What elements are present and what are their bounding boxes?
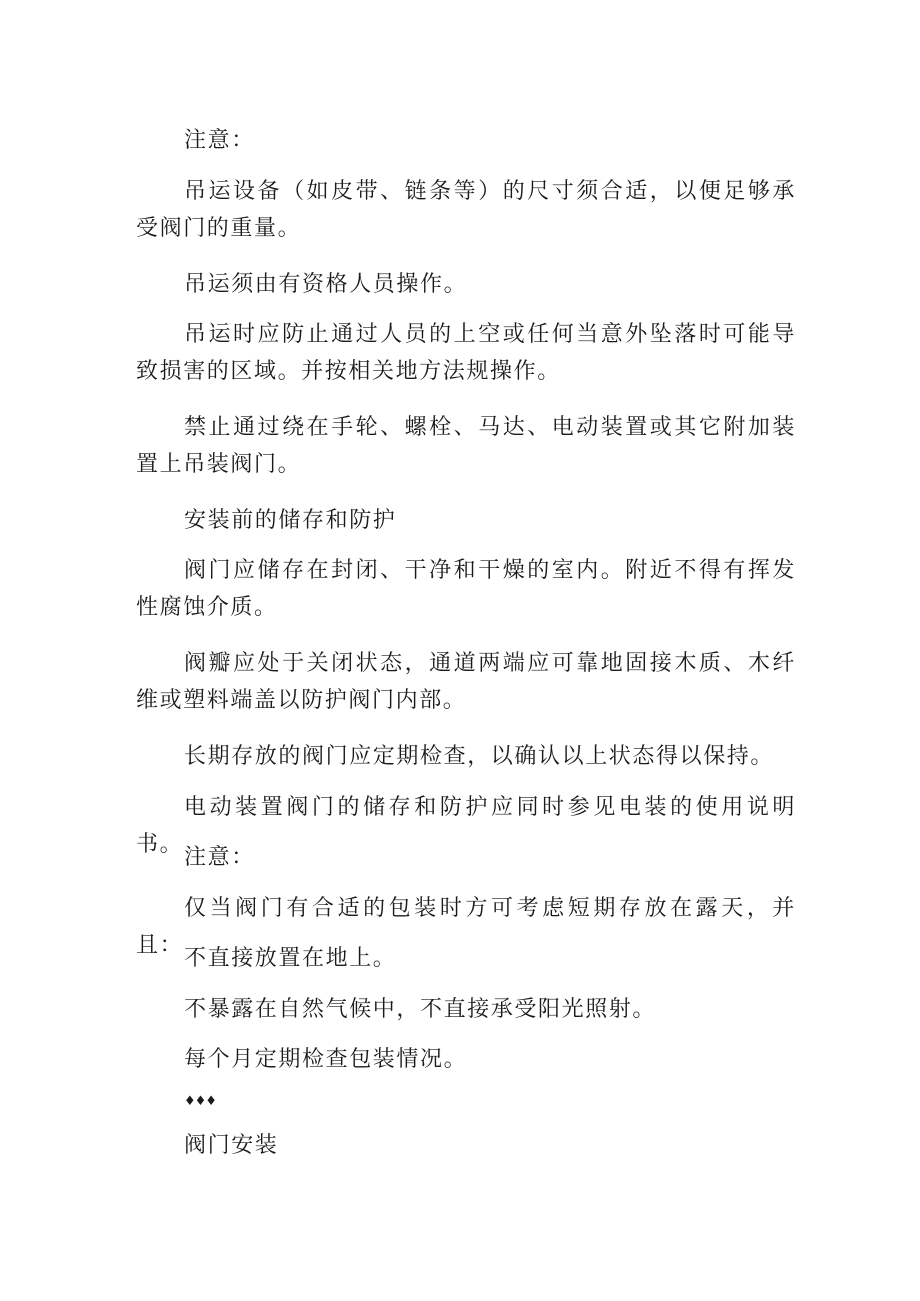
paragraph-storage-indoor: 阀门应储存在封闭、干净和干燥的室内。附近不得有挥发性腐蚀介质。 [136,558,796,620]
note-label-2: 注意： [184,845,255,870]
section-title-storage: 安装前的储存和防护 [184,508,397,533]
paragraph-qualified-operator: 吊运须由有资格人员操作。 [184,272,468,297]
paragraph-electric-actuator: 电动装置阀门的储存和防护应同时参见电装的使用说明书。 [136,795,796,857]
paragraph-lifting-safety: 吊运时应防止通过人员的上空或任何当意外坠落时可能导致损害的区域。并按相关地方法规操作。 [136,322,796,384]
paragraph-lifting-prohibition: 禁止通过绕在手轮、螺栓、马达、电动装置或其它附加装置上吊装阀门。 [136,415,796,477]
note-label: 注意： [184,128,255,153]
list-item-monthly-check: 每个月定期检查包装情况。 [184,1047,468,1072]
paragraph-lifting-equipment: 吊运设备（如皮带、链条等）的尺寸须合适，以便足够承受阀门的重量。 [136,179,796,241]
paragraph-periodic-check: 长期存放的阀门应定期检查，以确认以上状态得以保持。 [184,744,775,769]
list-item-not-on-ground: 不直接放置在地上。 [184,946,397,971]
diamond-ornament: ♦♦♦ [184,1094,216,1109]
paragraph-outdoor-storage: 仅当阀门有合适的包装时方可考虑短期存放在露天，并且： [136,896,796,958]
section-title-valve-installation: 阀门安装 [184,1133,279,1158]
paragraph-disc-closed: 阀瓣应处于关闭状态，通道两端应可靠地固接木质、木纤维或塑料端盖以防护阀门内部。 [136,651,796,713]
list-item-no-weather-exposure: 不暴露在自然气候中，不直接承受阳光照射。 [184,997,657,1022]
